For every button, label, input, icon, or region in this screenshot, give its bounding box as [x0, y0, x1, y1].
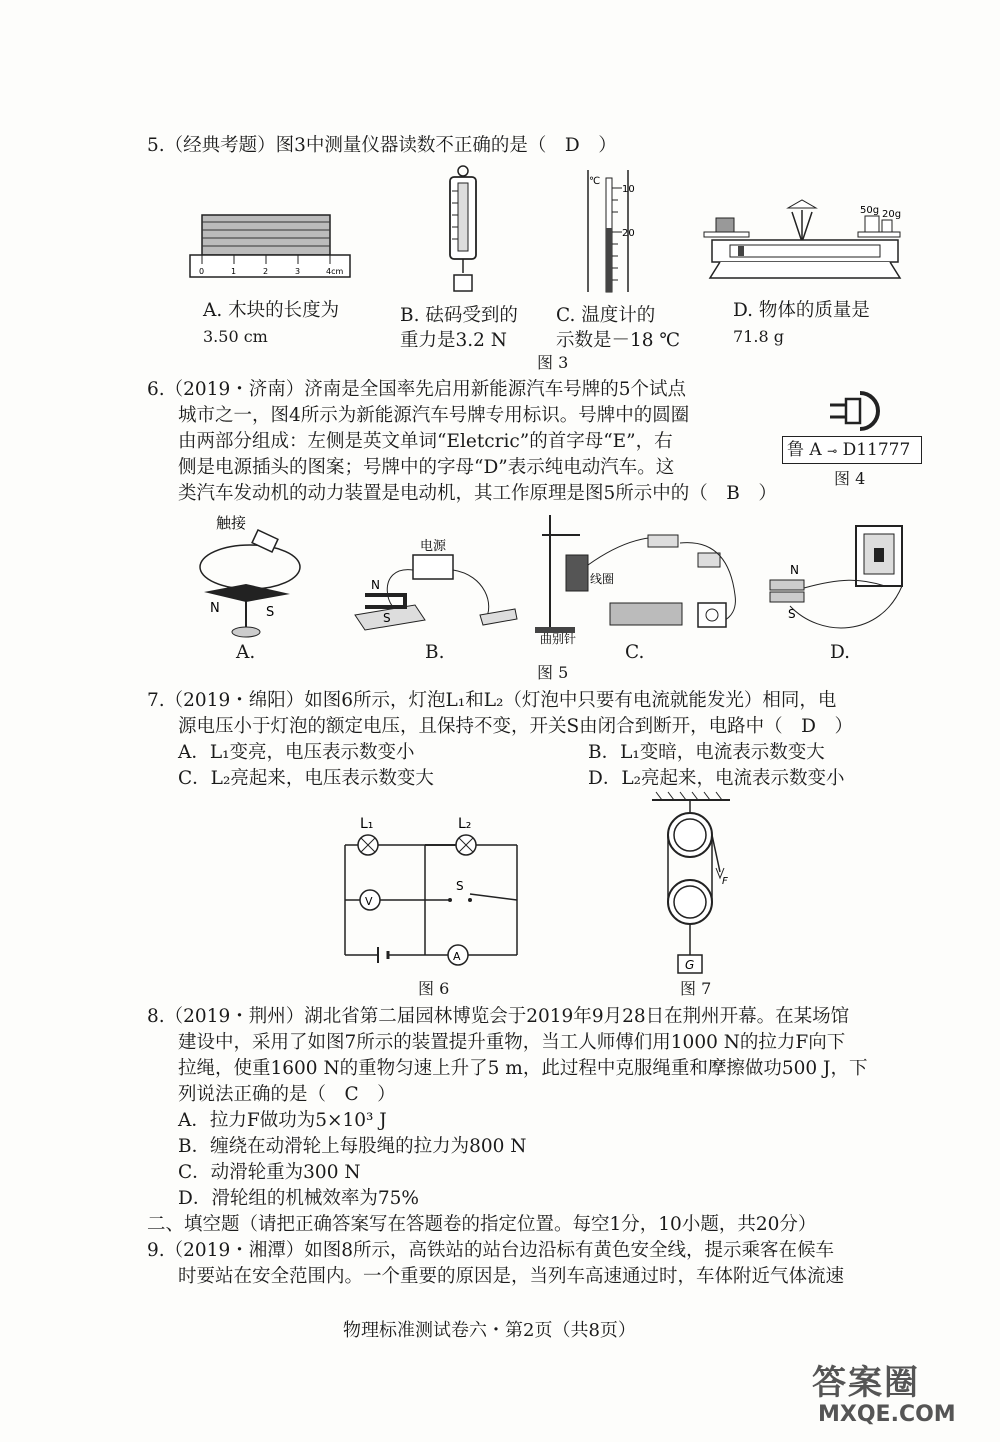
- q7-opt-d: D．L₂亮起来，电流表示数变小: [588, 768, 845, 789]
- thermo-label-20: 20: [622, 228, 635, 239]
- ruler-tick-2: 2: [263, 267, 269, 276]
- fig6-circuit: [330, 810, 530, 975]
- q6-line-1: 6.（2019・济南）济南是全国率先启用新能源汽车号牌的5个试点: [147, 379, 687, 400]
- fig3-thermometer: [578, 170, 638, 295]
- q8-line-2: 建设中，采用了如图7所示的装置提升重物，当工人师傅们用1000 N的拉力F向下: [178, 1032, 846, 1053]
- fig6-l1-label: L₁: [360, 816, 374, 832]
- q5-opt-c-1: C. 温度计的: [556, 305, 656, 326]
- fig6-voltmeter-label: V: [365, 895, 373, 908]
- ruler-tick-3: 3: [295, 267, 301, 276]
- plate-prefix: 鲁 A: [787, 440, 822, 460]
- q7-line-1: 7.（2019・绵阳）如图6所示，灯泡L₁和L₂（灯泡中只要有电流就能发光）相同，电: [147, 690, 837, 711]
- fig5-opt-a: A.: [236, 642, 256, 663]
- fig5-a-oersted: [190, 512, 310, 642]
- watermark-url: MXQE.COM: [818, 1402, 956, 1427]
- q6-line-3: 由两部分组成：左侧是英文单词“Eletcric”的首字母“E”，右: [178, 431, 673, 452]
- q8-line-4: 列说法正确的是（ C ）: [178, 1084, 396, 1105]
- q7-line-2: 源电压小于灯泡的额定电压，且保持不变，开关S由闭合到断开，电路中（ D ）: [178, 716, 854, 737]
- section-2-title: 二、填空题（请把正确答案写在答题卷的指定位置。每空1分，10小题，共20分）: [147, 1214, 817, 1235]
- fig4-caption: 图 4: [834, 469, 866, 488]
- fig6-l2-label: L₂: [458, 816, 472, 832]
- fig7-pulley: [650, 790, 740, 980]
- fig5-coil-label: 线圈: [590, 572, 615, 586]
- plate-plug-icon: ⊸: [827, 444, 838, 458]
- plate-number: D11777: [842, 440, 911, 460]
- q7-opt-a: A．L₁变亮，电压表示数变小: [178, 742, 415, 763]
- fig5-b-n-label: N: [371, 578, 380, 592]
- q9-line-1: 9.（2019・湘潭）如图8所示，高铁站的站台边沿标有黄色安全线，提示乘客在候车: [147, 1240, 835, 1261]
- q8-opt-a: A．拉力F做功为5×10³ J: [178, 1110, 387, 1131]
- q7-opt-c: C．L₂亮起来，电压表示数变大: [178, 768, 434, 789]
- fig7-caption: 图 7: [680, 979, 712, 998]
- q6-line-2: 城市之一，图4所示为新能源汽车号牌专用标识。号牌中的圆圈: [178, 405, 690, 426]
- q6-line-4: 侧是电源插头的图案；号牌中的字母“D”表示纯电动汽车。这: [178, 457, 675, 478]
- fig3-balance: [700, 200, 910, 285]
- q5-stem: 5.（经典考题）图3中测量仪器读数不正确的是（ D ）: [147, 135, 617, 156]
- fig5-touch-label: 触接: [216, 514, 247, 532]
- q8-opt-c: C．动滑轮重为300 N: [178, 1162, 361, 1183]
- q5-opt-a-2: 3.50 cm: [203, 327, 268, 346]
- fig6-caption: 图 6: [418, 979, 450, 998]
- q8-line-1: 8.（2019・荆州）湖北省第二届园林博览会于2019年9月28日在荆州开幕。在某场馆: [147, 1006, 850, 1027]
- weight-50g: 50g: [860, 205, 880, 216]
- q5-opt-d-2: 71.8 g: [733, 327, 784, 346]
- fig5-b-s-label: S: [383, 611, 391, 625]
- fig6-ammeter-label: A: [453, 950, 461, 963]
- q8-opt-b: B．缠绕在动滑轮上每股绳的拉力为800 N: [178, 1136, 527, 1157]
- q5-opt-a-1: A. 木块的长度为: [203, 300, 340, 321]
- q5-opt-b-1: B. 砝码受到的: [400, 305, 518, 326]
- watermark-logo: 答案圈: [812, 1363, 920, 1403]
- thermo-unit: ℃: [589, 176, 601, 187]
- fig3-caption: 图 3: [537, 353, 569, 372]
- license-plate: [782, 436, 922, 464]
- fig7-f-label: F: [722, 876, 728, 887]
- plug-logo-icon: [820, 385, 900, 435]
- q5-opt-b-2: 重力是3.2 N: [400, 330, 507, 351]
- q5-opt-c-2: 示数是－18 ℃: [556, 330, 681, 351]
- q8-line-3: 拉绳，使重1600 N的重物匀速上升了5 m，此过程中克服绳重和摩擦做功500 J，下: [178, 1058, 868, 1079]
- fig3-ruler-diagram: [190, 210, 360, 280]
- ruler-tick-1: 1: [231, 267, 237, 276]
- thermo-label-10: 10: [622, 184, 635, 195]
- q5-opt-d-1: D. 物体的质量是: [733, 300, 870, 321]
- q9-line-2: 时要站在安全范围内。一个重要的原因是，当列车高速通过时，车体附近气体流速: [178, 1266, 845, 1287]
- weight-20g: 20g: [882, 209, 902, 220]
- page-footer: 物理标准测试卷六・第2页（共8页）: [343, 1320, 636, 1341]
- fig5-caption: 图 5: [537, 663, 569, 682]
- fig5-c-electromagnet: [530, 515, 745, 645]
- q6-line-5: 类汽车发动机的动力装置是电动机，其工作原理是图5所示中的（ B ）: [178, 483, 777, 504]
- fig5-opt-b: B.: [425, 642, 445, 663]
- fig5-b-apparatus: [345, 535, 520, 635]
- fig6-switch-label: S: [456, 879, 464, 893]
- fig5-pin-label: 曲别针: [540, 632, 577, 646]
- fig5-opt-d: D.: [830, 642, 851, 663]
- ruler-tick-4: 4cm: [326, 267, 344, 276]
- fig5-a-n-label: N: [210, 601, 220, 616]
- fig5-power-label: 电源: [420, 539, 447, 554]
- ruler-tick-0: 0: [199, 267, 205, 276]
- fig5-d-s-label: S: [788, 607, 796, 621]
- fig5-d-n-label: N: [790, 563, 799, 577]
- fig7-g-label: G: [685, 958, 695, 972]
- fig5-d-generator: [760, 518, 910, 648]
- q8-opt-d: D．滑轮组的机械效率为75%: [178, 1188, 419, 1209]
- fig5-a-s-label: S: [266, 605, 275, 620]
- q7-opt-b: B．L₁变暗，电流表示数变大: [588, 742, 825, 763]
- fig5-opt-c: C.: [625, 642, 645, 663]
- fig3-spring-scale: [440, 165, 490, 295]
